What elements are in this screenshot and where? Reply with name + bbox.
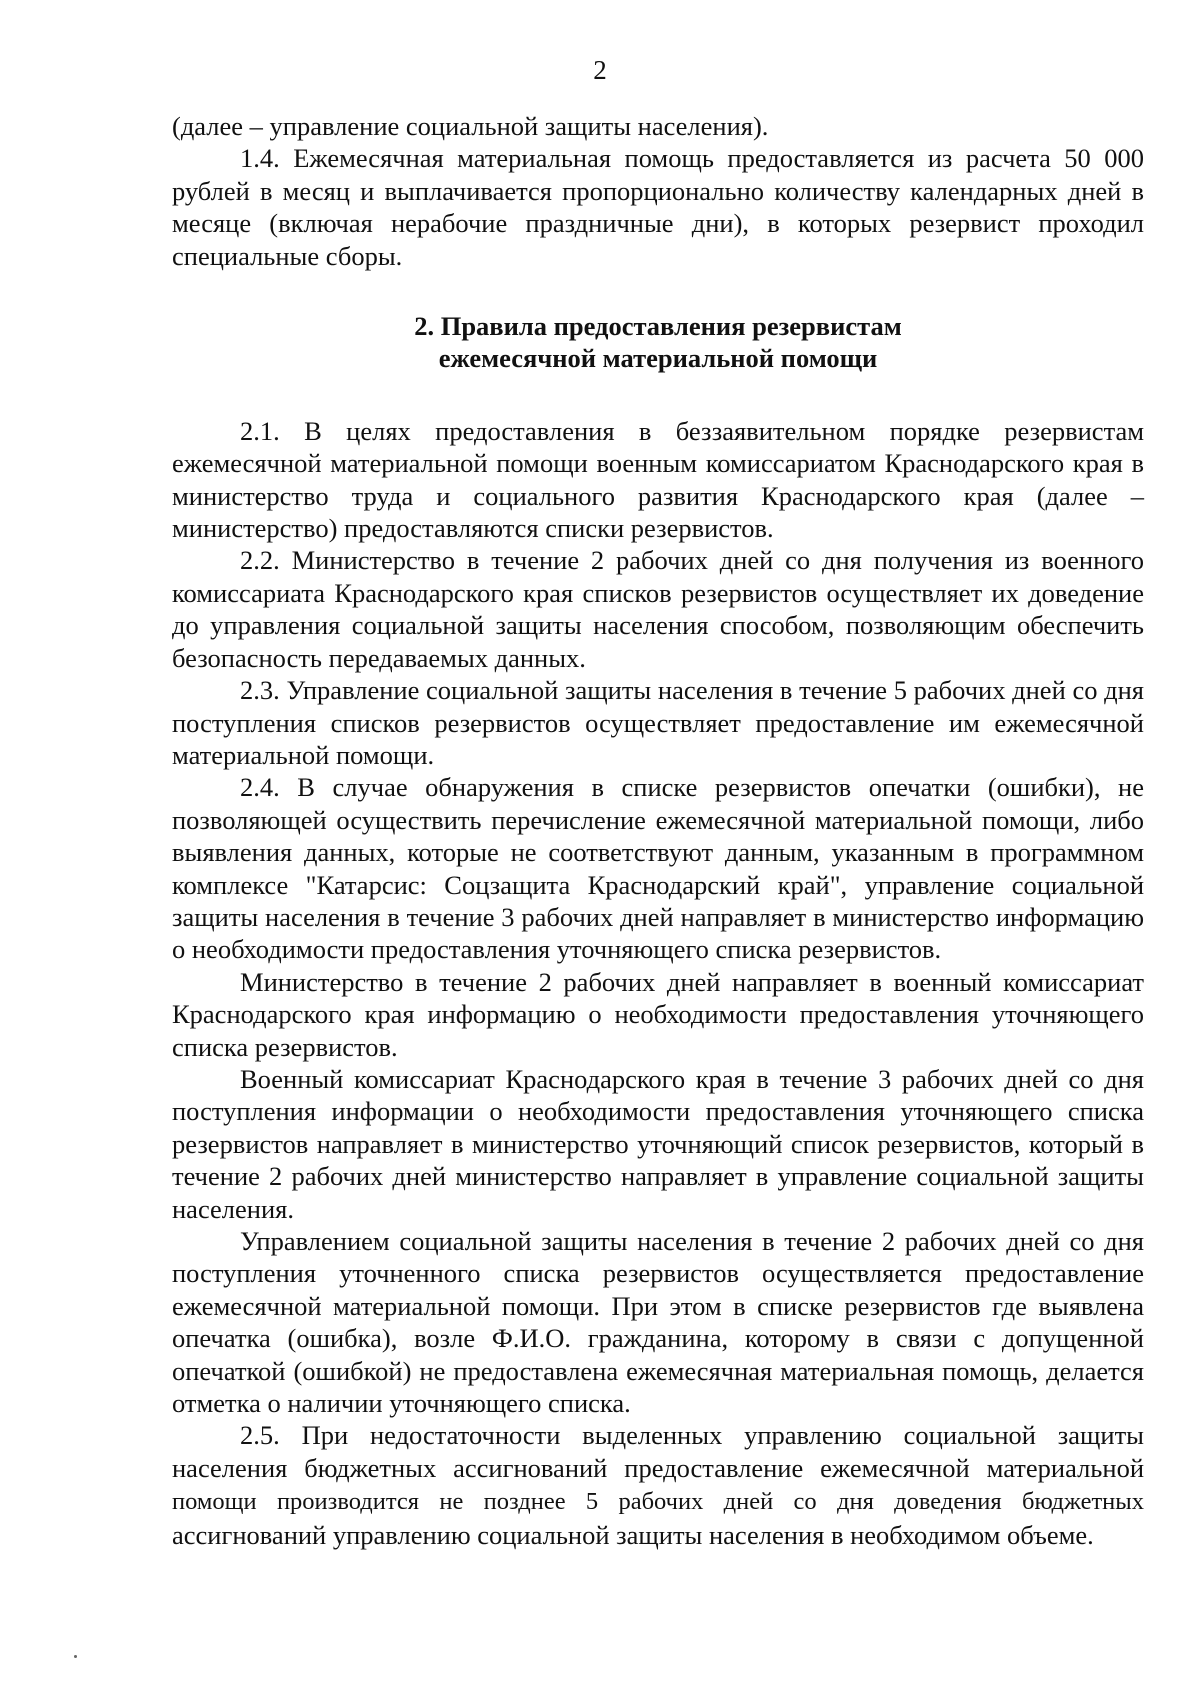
paragraph-1-4: 1.4. Ежемесячная материальная помощь предоставляется из расчета 50 000 рублей в месяц и выплачивается пропорционально количеству календарных дней в месяце (включая нерабочие праздничные дни), в которых резервист проходил специальные сборы. — [172, 143, 1144, 271]
paragraph-continuation: (далее – управление социальной защиты населения). — [172, 111, 769, 141]
paragraph-2-5-part-3: ассигнований управлению социальной защиты населения в необходимом объеме. — [172, 1519, 1094, 1550]
document-body — [172, 110, 1144, 1551]
paragraph-military-commissariat: Военный комиссариат Краснодарского края в течение 3 рабочих дней со дня поступления информации о необходимости предоставления уточняющего списка резервистов направляет в министерство уточняющий список резервистов, который в течение 2 рабочих дней министерство направляет в управление социальной защиты населения. — [172, 1063, 1144, 1224]
paragraph-2-5-part-2: помощи производится не позднее 5 рабочих дней со дня доведения бюджетных — [172, 1488, 1144, 1516]
paragraph-2-2: 2.2. Министерство в течение 2 рабочих дней со дня получения из военного комиссариата Краснодарского края списков резервистов осуществляет их доведение до управления социальной защиты населения способом, позволяющим обеспечить безопасность передаваемых данных. — [172, 545, 1144, 673]
paragraph-2-1: 2.1. В целях предоставления в беззаявительном порядке резервистам ежемесячной материальной помощи военным комиссариатом Краснодарского края в министерство труда и социального развития Краснодарского края (далее – министерство) предоставляются списки резервистов. — [172, 415, 1144, 544]
paragraph-2-5-part-1: 2.5. При недостаточности выделенных управлению социальной защиты населения бюджетных ассигнований предоставление ежемесячной материальной — [172, 1420, 1144, 1483]
section-heading-line-2: ежемесячной материальной помощи — [438, 343, 878, 374]
section-heading — [172, 310, 1144, 375]
paragraph-2-4: 2.4. В случае обнаружения в списке резервистов опечатки (ошибки), не позволяющей осуществить перечисление ежемесячной материальной помощи, либо выявления данных, которые не соответствуют данным, указанным в программном комплексе "Катарсис: Соцзащита Краснодарский край", управление социальной защиты населения в течение 3 рабочих дней направляет в министерство информацию о необходимости предоставления уточняющего списка резервистов. — [172, 772, 1144, 965]
scan-speck — [74, 1655, 77, 1658]
paragraph-social-protection: Управлением социальной защиты населения в течение 2 рабочих дней со дня поступления уточненного списка резервистов осуществляется предоставление ежемесячной материальной помощи. При этом в списке резервистов где выявлена опечатка (ошибка), возле Ф.И.О. гражданина, которому в связи с допущенной опечаткой (ошибкой) не предоставлена ежемесячная материальная помощь, делается отметка о наличии уточняющего списка. — [172, 1226, 1144, 1419]
paragraph-2-3: 2.3. Управление социальной защиты населения в течение 5 рабочих дней со дня поступления списков резервистов осуществляет предоставление им ежемесячной материальной помощи. — [172, 675, 1144, 770]
paragraph-ministry: Министерство в течение 2 рабочих дней направляет в военный комиссариат Краснодарского края информацию о необходимости предоставления уточняющего списка резервистов. — [172, 966, 1144, 1062]
page-number: 2 — [593, 55, 607, 85]
paragraph-2-5 — [172, 1419, 1144, 1551]
section-heading-line-1: 2. Правила предоставления резервистам — [414, 311, 902, 342]
